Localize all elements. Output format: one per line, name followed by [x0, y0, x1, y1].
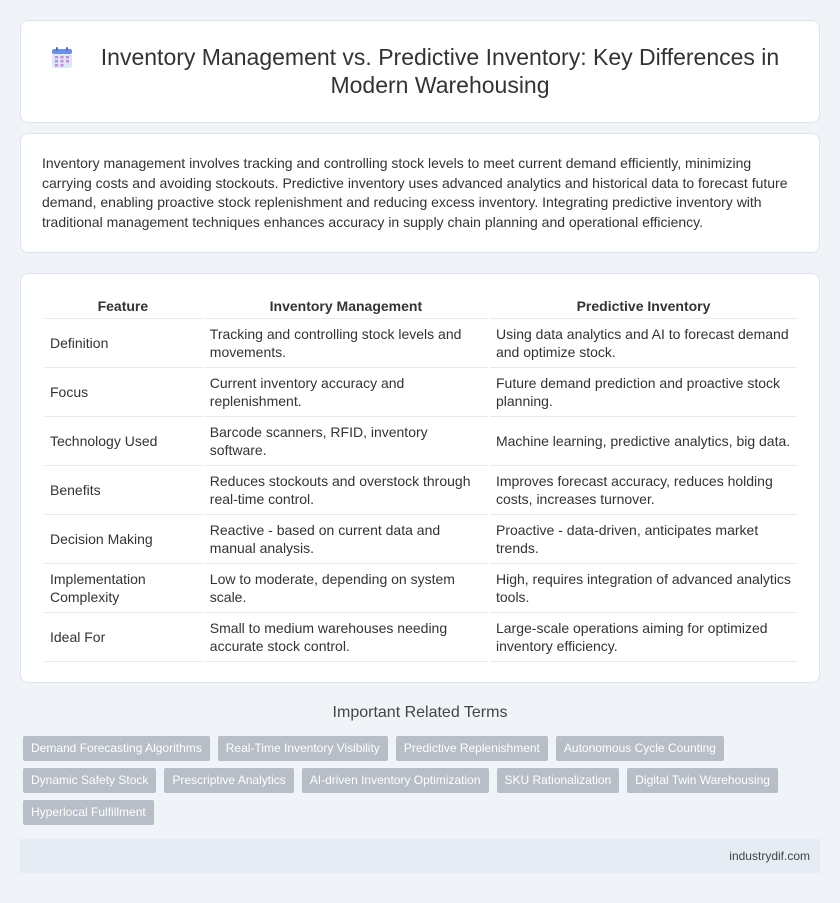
- inventory-management-cell: Reduces stockouts and overstock through real-time control.: [204, 466, 488, 515]
- comparison-table: [42, 296, 799, 662]
- feature-cell: Definition: [44, 319, 202, 368]
- intro-paragraph: Inventory management involves tracking and controlling stock levels to meet current demand efficiently, minimizing carrying costs and avoiding stockouts. Predictive inventory uses advanced analytics and historical data to forecast future demand, enabling proactive stock replenishment and reducing excess inventory. Integrating predictive inventory with traditional management techniques enhances accuracy in supply chain planning and operational efficiency.: [42, 155, 788, 230]
- footer: [20, 839, 820, 873]
- table-row: [44, 613, 797, 662]
- related-term-tag[interactable]: Autonomous Cycle Counting: [556, 736, 724, 761]
- related-terms-heading: Important Related Terms: [332, 704, 508, 721]
- feature-cell: Benefits: [44, 466, 202, 515]
- table-row: [44, 319, 797, 368]
- related-term-tag[interactable]: Prescriptive Analytics: [164, 768, 293, 793]
- feature-cell: Implementation Complexity: [44, 564, 202, 613]
- table-row: [44, 564, 797, 613]
- page-title: Inventory Management vs. Predictive Inventory: Key Differences in Modern Warehousing: [100, 44, 780, 98]
- predictive-inventory-cell: Large-scale operations aiming for optimized inventory efficiency.: [490, 613, 797, 662]
- inventory-management-cell: Reactive - based on current data and manual analysis.: [204, 515, 488, 564]
- table-header-row: [44, 296, 797, 319]
- related-term-tag[interactable]: Real-Time Inventory Visibility: [218, 736, 388, 761]
- table-row: [44, 466, 797, 515]
- predictive-inventory-cell: Proactive - data-driven, anticipates market trends.: [490, 515, 797, 564]
- related-term-tag[interactable]: Dynamic Safety Stock: [23, 768, 156, 793]
- table-row: [44, 417, 797, 466]
- inventory-management-cell: Small to medium warehouses needing accurate stock control.: [204, 613, 488, 662]
- comparison-card: [20, 273, 820, 683]
- feature-cell: Technology Used: [44, 417, 202, 466]
- feature-cell: Focus: [44, 368, 202, 417]
- header-predictive-inventory: Predictive Inventory: [490, 296, 797, 319]
- predictive-inventory-cell: High, requires integration of advanced analytics tools.: [490, 564, 797, 613]
- predictive-inventory-cell: Machine learning, predictive analytics, big data.: [490, 417, 797, 466]
- header-inventory-management: Inventory Management: [204, 296, 488, 319]
- related-term-tag[interactable]: Digital Twin Warehousing: [627, 768, 778, 793]
- inventory-management-cell: Low to moderate, depending on system scale.: [204, 564, 488, 613]
- feature-cell: Decision Making: [44, 515, 202, 564]
- predictive-inventory-cell: Using data analytics and AI to forecast demand and optimize stock.: [490, 319, 797, 368]
- feature-cell: Ideal For: [44, 613, 202, 662]
- related-term-tag[interactable]: SKU Rationalization: [497, 768, 620, 793]
- inventory-management-cell: Current inventory accuracy and replenishment.: [204, 368, 488, 417]
- inventory-management-cell: Barcode scanners, RFID, inventory software.: [204, 417, 488, 466]
- predictive-inventory-cell: Future demand prediction and proactive stock planning.: [490, 368, 797, 417]
- title-card: [20, 20, 820, 123]
- table-row: [44, 515, 797, 564]
- header-feature: Feature: [44, 296, 202, 319]
- footer-site-link[interactable]: industrydif.com: [729, 849, 810, 863]
- related-term-tag[interactable]: Hyperlocal Fulfillment: [23, 800, 154, 825]
- related-terms-list: [23, 736, 783, 825]
- intro-card: [20, 133, 820, 253]
- inventory-management-cell: Tracking and controlling stock levels and movements.: [204, 319, 488, 368]
- predictive-inventory-cell: Improves forecast accuracy, reduces holding costs, increases turnover.: [490, 466, 797, 515]
- table-row: [44, 368, 797, 417]
- related-term-tag[interactable]: Demand Forecasting Algorithms: [23, 736, 210, 761]
- related-term-tag[interactable]: AI-driven Inventory Optimization: [302, 768, 489, 793]
- related-term-tag[interactable]: Predictive Replenishment: [396, 736, 548, 761]
